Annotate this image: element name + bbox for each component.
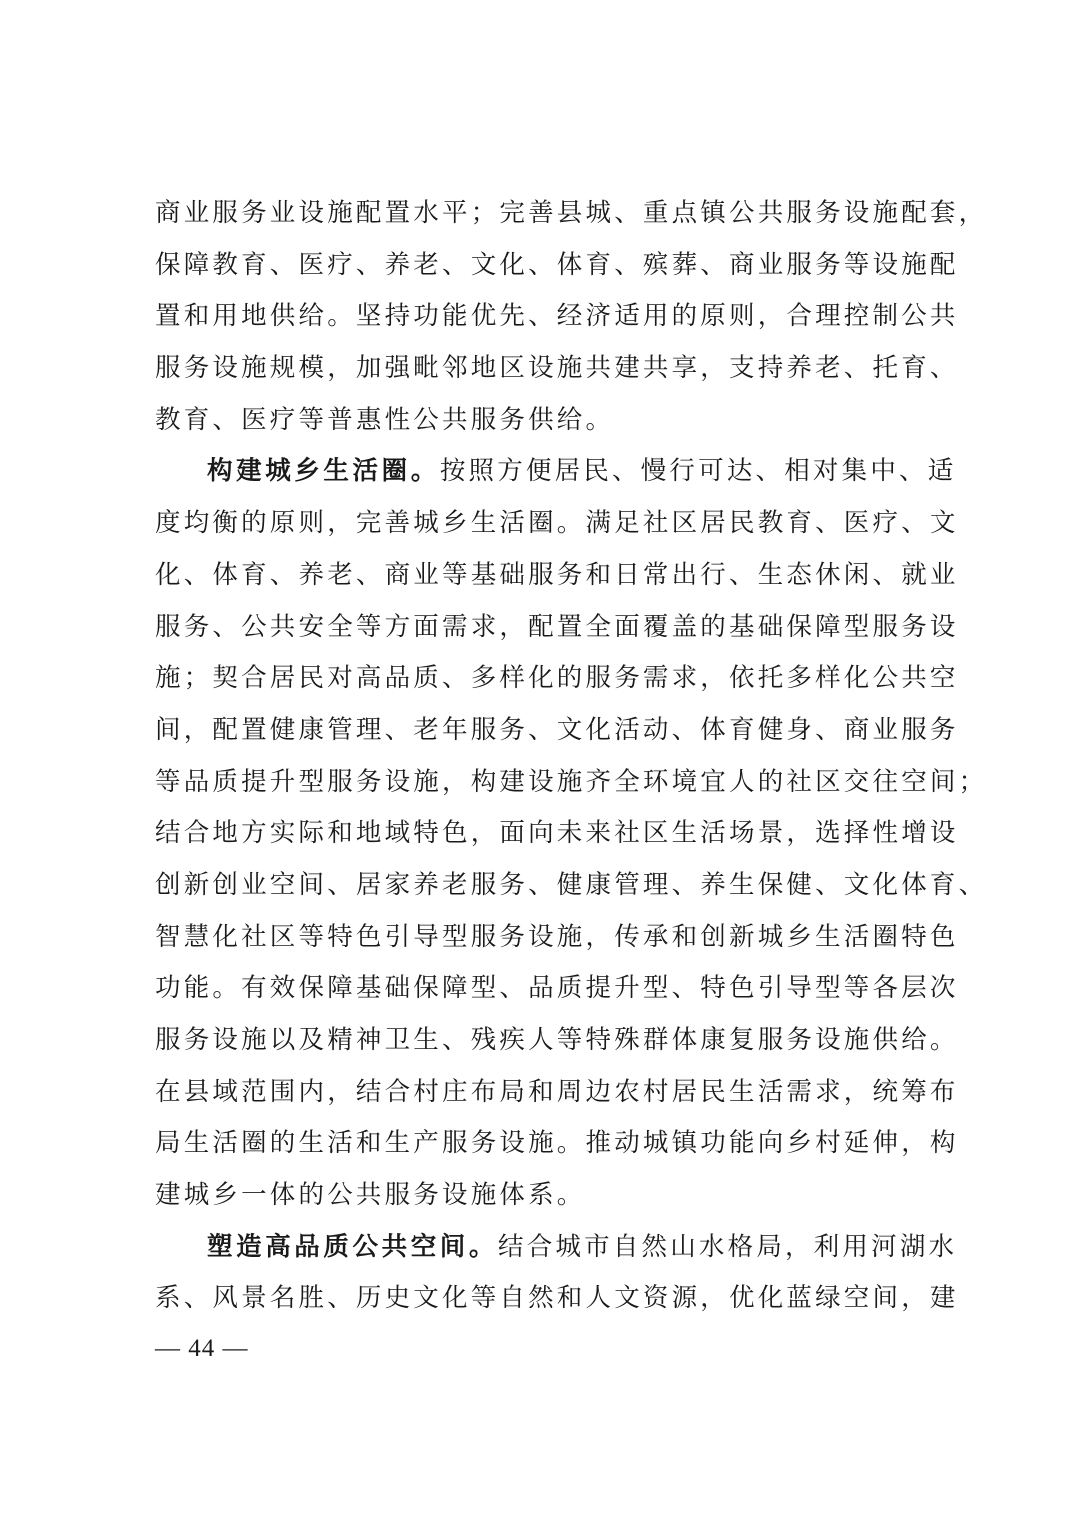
text-line: 服务设施以及精神卫生、残疾人等特殊群体康复服务设施供给。 — [155, 1025, 959, 1055]
text-line: 功能。有效保障基础保障型、品质提升型、特色引导型等各层次 — [155, 973, 959, 1004]
text-line: 商业服务业设施配置水平；完善县城、重点镇公共服务设施配套， — [155, 198, 988, 228]
text-line: 施；契合居民对高品质、多样化的服务需求，依托多样化公共空 — [155, 663, 959, 694]
page-number: — 44 — — [155, 1335, 249, 1362]
text-line: 建城乡一体的公共服务设施体系。 — [155, 1180, 586, 1211]
text-line: 系、风景名胜、历史文化等自然和人文资源，优化蓝绿空间，建 — [155, 1283, 959, 1314]
text-line: 化、体育、养老、商业等基础服务和日常出行、生态休闲、就业 — [155, 559, 959, 590]
text-line: 创新创业空间、居家养老服务、健康管理、养生保健、文化体育、 — [155, 869, 988, 900]
text-line: 保障教育、医疗、养老、文化、体育、殡葬、商业服务等设施配 — [155, 249, 959, 280]
text-line: 智慧化社区等特色引导型服务设施，传承和创新城乡生活圈特色 — [155, 921, 959, 952]
paragraph-heading-line: 塑造高品质公共空间。结合城市自然山水格局，利用河湖水 — [207, 1231, 958, 1262]
paragraph-lead: 构建城乡生活圈。 — [207, 456, 440, 487]
text-line: 等品质提升型服务设施，构建设施齐全环境宜人的社区交往空间； — [155, 766, 988, 797]
text-line: 局生活圈的生活和生产服务设施。推动城镇功能向乡村延伸，构 — [155, 1128, 959, 1159]
text-line: 间，配置健康管理、老年服务、文化活动、体育健身、商业服务 — [155, 714, 959, 745]
text-line: 服务设施规模，加强毗邻地区设施共建共享，支持养老、托育、 — [155, 353, 959, 384]
paragraph-heading-line: 构建城乡生活圈。按照方便居民、慢行可达、相对集中、适 — [207, 456, 957, 487]
body-text — [155, 188, 988, 1325]
text-line: 服务、公共安全等方面需求，配置全面覆盖的基础保障型服务设 — [155, 611, 959, 642]
paragraph-lead: 塑造高品质公共空间。 — [207, 1231, 499, 1262]
text-line: 度均衡的原则，完善城乡生活圈。满足社区居民教育、医疗、文 — [155, 508, 959, 539]
text-line: 教育、医疗等普惠性公共服务供给。 — [155, 404, 615, 435]
text-line: 在县域范围内，结合村庄布局和周边农村居民生活需求，统筹布 — [155, 1076, 959, 1107]
text-line: 置和用地供给。坚持功能优先、经济适用的原则，合理控制公共 — [155, 301, 959, 332]
text-line: 结合地方实际和地域特色，面向未来社区生活场景，选择性增设 — [155, 818, 959, 849]
